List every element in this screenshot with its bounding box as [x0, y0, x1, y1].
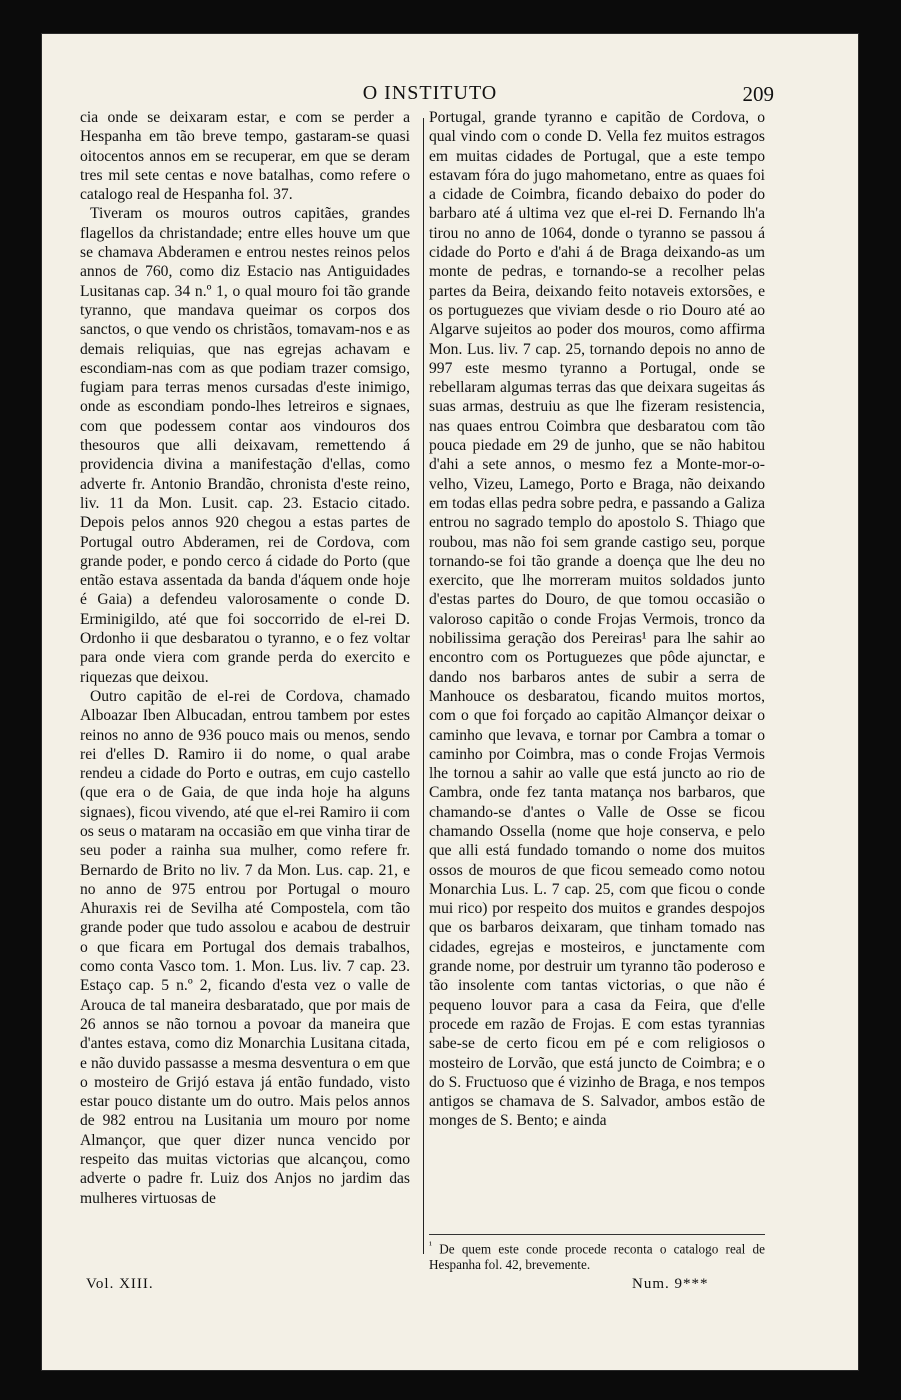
page-header	[86, 78, 774, 108]
volume-label: Vol. XIII.	[86, 1276, 154, 1292]
column-divider	[423, 118, 424, 1254]
left-paragraph-3: Outro capitão de el-rei de Cordova, chamado Alboazar Iben Albucadan, entrou tambem por estes reinos no anno de 936 pouco mais ou menos, sendo rei d'elles D. Ramiro ii do nome, o qual arabe rendeu a cidade do Porto e outras, em cujo castello (que era o de Gaia, de que inda hoje ha alguns signaes), ficou vivendo, até que el-rei Ramiro ii com os seus o mataram na occasião em que vinha tirar de seu poder a rainha sua mulher, como refere fr. Bernardo de Brito no liv. 7 da Mon. Lus. cap. 21, e no anno de 975 entrou por Portugal o mouro Ahuraxis rei de Sevilha até Compostela, com tão grande poder que tudo assolou e acabou de destruir o que ficara em Portugal dos demais trabalhos, como conta Vasco tom. 1. Mon. Lus. liv. 7 cap. 23. Estaço cap. 5 n.º 2, ficando d'esta vez o valle de Arouca de tal maneira desbaratado, que por mais de 26 annos se não tornou a povoar da maneira que d'antes estava, como diz Monarchia Lusitana citada, e não duvido passasse a mesma desventura o em que o mosteiro de Grijó estava já então fundado, visto estar pouco distante um do outro. Mais pelos annos de 982 entrou na Lusitania um mouro por nome Almançor, que quer dizer nunca vencido por respeito das muitas victorias que alcançou, como adverte o padre fr. Luiz dos Anjos no jardim das mulheres virtuosas de	[80, 687, 410, 1207]
right-paragraph-1: Portugal, grande tyranno e capitão de Cordova, o qual vindo com o conde D. Vella fez muitos estragos em muitas cidades de Portugal, que a este tempo estavam fóra do jugo mahometano, entre as quaes foi a cidade de Coimbra, ficando debaixo do poder do barbaro até á ultima vez que el-rei D. Fernando lh'a tirou no anno de 1064, donde o tyranno se passou á cidade do Porto e d'ahi á de Braga deixando-as um monte de pedras, e tornando-se a recolher pelas partes da Beira, deixando feito notaveis extorsões, e os portuguezes que viviam desde o rio Douro até ao Algarve sujeitos ao poder dos mouros, como affirma Mon. Lus. liv. 7 cap. 25, tornando depois no anno de 997 este mesmo tyranno a Portugal, onde se rebellaram algumas terras das que deixara sugeitas ás suas armas, destruiu as que lhe fizeram resistencia, nas quaes entrou Coimbra que desbaratou com tão pouca piedade em 29 de junho, que se não habitou d'ahi a sete annos, o mesmo fez a Monte-mor-o-velho, Vizeu, Lamego, Porto e Braga, não deixando em todas ellas pedra sobre pedra, e passando a Galiza entrou no sagrado templo do apostolo S. Thiago que roubou, mas não foi sem grande castigo seu, porque tornando-se foi tão grande a doença que lhe deu no exercito, que lhe morreram muitos soldados junto d'estas partes do Douro, de que tomou occasião o valoroso capitão o conde Frojas Vermois, tronco da nobilissima geração dos Pereiras¹ para lhe sahir ao encontro com os Portuguezes que pôde ajunctar, e dando nos barbaros antes de subir a serra de Manhouce os desbaratou, ficando muitos mortos, com o que foi forçado ao capitão Almançor deixar o caminho que levava, e tornar por Cambra a tomar o caminho por Coimbra, mas o conde Frojas Vermois lhe tornou a sahir ao valle que está juncto ao rio de Cambra, onde fez tanta matança nos barbaros, que chamando-se d'antes o Valle de Osse se ficou chamando Ossella (nome que hoje conserva, e pelo que alli está fundado tomando o nome dos muitos ossos de mouros de que ficou semeado como notou Monarchia Lus. L. 7 cap. 25, com que ficou o conde mui rico) por respeito dos muitos e grandes despojos que os barbaros deixaram, que tinham tomado nas cidades, egrejas e mosteiros, e junctamente com grande nome, por destruir um tyranno tão poderoso e tão insolente com tantas victorias, o que não é pequeno louvor para a casa da Feira, que d'elle procede em razão de Frojas. E com estas tyrannias sabe-se de certo ficou em pé e com religiosos o mosteiro de Lorvão, que está juncto de Coimbra; e o do S. Fructuoso que é vizinho de Braga, e nos tempos antigos se chamava de S. Salvador, ambos estão de monges de S. Bento; e ainda	[429, 109, 765, 1130]
left-paragraph-2: Tiveram os mouros outros capitães, grandes flagellos da christandade; entre elles houve um que se chamava Abderamen e entrou nestes reinos pelos annos de 760, como diz Estacio nas Antiguidades Lusitanas cap. 34 n.º 1, o qual mouro foi tão grande tyranno, que mandava queimar os corpos dos sanctos, o que vendo os christãos, tomavam-nos e as demais reliquias, que nas egrejas achavam e escondiam-nas com as que podiam trazer comsigo, fugiam para terras menos cursadas d'este inimigo, onde as escondiam pondo-lhes letreiros e signaes, com que podessem contar aos vindouros dos thesouros que alli deixavam, remettendo á providencia divina a manifestação d'ellas, como adverte fr. Antonio Brandão, chronista d'este reino, liv. 11 da Mon. Lusit. cap. 23. Estacio citado. Depois pelos annos 920 chegou a estas partes de Portugal outro Abderamen, rei de Cordova, com grande poder, e pondo cerco á cidade do Porto (que então estava assentada da banda d'áquem onde hoje é Gaia) a defendeu valorosamente o conde D. Erminigildo, até que foi soccorrido de el-rei D. Ordonho ii que desbaratou o tyranno, e o fez voltar para onde viera com grande perda do exercito e riquezas que deixou.	[80, 205, 410, 686]
signature-mark: Num. 9***	[632, 1276, 709, 1292]
right-column	[429, 108, 765, 1131]
left-paragraph-1: cia onde se deixaram estar, e com se perder a Hespanha em tão breve tempo, gastaram-se quasi oitocentos annos em se recuperar, em que se deram tres mil sete centas e nove batalhas, como refere o catalogo real de Hespanha fol. 37.	[80, 109, 410, 204]
footnote	[429, 1238, 765, 1273]
footnote-marker: ¹	[429, 1240, 432, 1251]
footnote-text: De quem este conde procede reconta o catalogo real de Hespanha fol. 42, brevemente.	[429, 1241, 765, 1273]
footnote-divider	[429, 1234, 765, 1235]
left-column	[80, 108, 410, 1208]
running-title: O INSTITUTO	[362, 82, 498, 104]
page-number: 209	[742, 82, 774, 106]
